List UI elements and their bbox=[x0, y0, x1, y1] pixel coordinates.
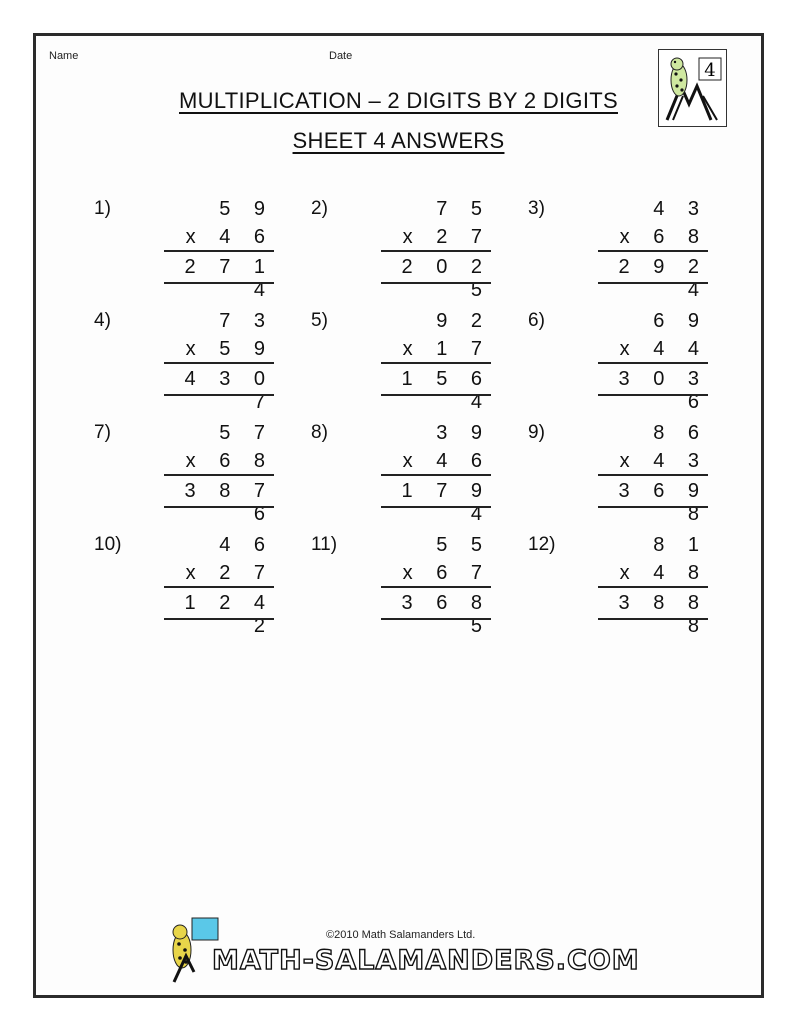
answer-line bbox=[381, 618, 491, 620]
multiplier: x 4 8 bbox=[619, 562, 708, 584]
answer-line bbox=[598, 506, 708, 508]
multiplier: x 6 8 bbox=[619, 226, 708, 248]
operation-line bbox=[598, 362, 708, 364]
problem-2 bbox=[311, 198, 491, 301]
copyright-text: ©2010 Math Salamanders Ltd. bbox=[326, 929, 476, 941]
multiplicand: 9 2 bbox=[436, 310, 491, 332]
multiplicand: 4 3 bbox=[653, 198, 708, 220]
multiplier: x 5 9 bbox=[185, 338, 274, 360]
answer-line bbox=[381, 394, 491, 396]
problem-number: 6) bbox=[528, 310, 545, 331]
operation-line bbox=[381, 250, 491, 252]
problem-3 bbox=[528, 198, 708, 301]
multiplier: x 2 7 bbox=[185, 562, 274, 584]
answer-line bbox=[598, 618, 708, 620]
problem-8 bbox=[311, 422, 491, 525]
operation-line bbox=[164, 250, 274, 252]
product-answer: 3 8 8 8 bbox=[618, 592, 708, 637]
answer-line bbox=[164, 506, 274, 508]
multiplier: x 6 8 bbox=[185, 450, 274, 472]
date-label: Date bbox=[329, 50, 353, 62]
problem-number: 8) bbox=[311, 422, 328, 443]
operation-line bbox=[598, 474, 708, 476]
worksheet-page bbox=[33, 33, 764, 998]
answer-line bbox=[164, 282, 274, 284]
problem-number: 11) bbox=[311, 534, 338, 555]
multiplicand: 8 6 bbox=[653, 422, 708, 444]
problem-5 bbox=[311, 310, 491, 413]
multiplicand: 6 9 bbox=[653, 310, 708, 332]
worksheet-subtitle: SHEET 4 ANSWERS bbox=[292, 128, 505, 153]
answer-line bbox=[598, 282, 708, 284]
problem-12 bbox=[528, 534, 708, 637]
name-label: Name bbox=[49, 50, 79, 62]
multiplicand: 5 9 bbox=[219, 198, 274, 220]
multiplicand: 5 7 bbox=[219, 422, 274, 444]
problem-6 bbox=[528, 310, 708, 413]
operation-line bbox=[164, 586, 274, 588]
product-answer: 2 9 2 4 bbox=[618, 256, 708, 301]
operation-line bbox=[381, 362, 491, 364]
operation-line bbox=[164, 474, 274, 476]
multiplier: x 2 7 bbox=[402, 226, 491, 248]
badge-number: 4 bbox=[704, 60, 716, 81]
site-logo-text: MATH-SALAMANDERS.COM bbox=[212, 945, 640, 976]
multiplicand: 5 5 bbox=[436, 534, 491, 556]
problem-number: 5) bbox=[311, 310, 328, 331]
operation-line bbox=[381, 586, 491, 588]
multiplier: x 4 6 bbox=[402, 450, 491, 472]
product-answer: 2 7 1 4 bbox=[184, 256, 274, 301]
multiplicand: 7 5 bbox=[436, 198, 491, 220]
multiplier: x 6 7 bbox=[402, 562, 491, 584]
operation-line bbox=[381, 474, 491, 476]
problem-10 bbox=[94, 534, 274, 637]
answer-line bbox=[164, 618, 274, 620]
product-answer: 3 6 8 5 bbox=[401, 592, 491, 637]
problem-number: 10) bbox=[94, 534, 122, 555]
problem-number: 12) bbox=[528, 534, 556, 555]
multiplicand: 4 6 bbox=[219, 534, 274, 556]
problem-number: 2) bbox=[311, 198, 328, 219]
answer-line bbox=[164, 394, 274, 396]
problem-4 bbox=[94, 310, 274, 413]
product-answer: 3 0 3 6 bbox=[618, 368, 708, 413]
multiplier: x 4 3 bbox=[619, 450, 708, 472]
multiplicand: 7 3 bbox=[219, 310, 274, 332]
operation-line bbox=[164, 362, 274, 364]
product-answer: 1 5 6 4 bbox=[401, 368, 491, 413]
worksheet-title: MULTIPLICATION – 2 DIGITS BY 2 DIGITS bbox=[179, 88, 618, 113]
answer-line bbox=[598, 394, 708, 396]
problem-number: 4) bbox=[94, 310, 111, 331]
problem-number: 1) bbox=[94, 198, 111, 219]
multiplier: x 4 4 bbox=[619, 338, 708, 360]
problem-9 bbox=[528, 422, 708, 525]
multiplier: x 1 7 bbox=[402, 338, 491, 360]
product-answer: 1 7 9 4 bbox=[401, 480, 491, 525]
product-answer: 1 2 4 2 bbox=[184, 592, 274, 637]
operation-line bbox=[598, 250, 708, 252]
problem-number: 3) bbox=[528, 198, 545, 219]
answer-line bbox=[381, 506, 491, 508]
product-answer: 3 6 9 8 bbox=[618, 480, 708, 525]
problem-number: 9) bbox=[528, 422, 545, 443]
problem-1 bbox=[94, 198, 274, 301]
multiplicand: 3 9 bbox=[436, 422, 491, 444]
product-answer: 3 8 7 6 bbox=[184, 480, 274, 525]
product-answer: 2 0 2 5 bbox=[401, 256, 491, 301]
multiplier: x 4 6 bbox=[185, 226, 274, 248]
problem-11 bbox=[311, 534, 491, 637]
problem-7 bbox=[94, 422, 274, 525]
multiplicand: 8 1 bbox=[653, 534, 708, 556]
problem-number: 7) bbox=[94, 422, 111, 443]
product-answer: 4 3 0 7 bbox=[184, 368, 274, 413]
answer-line bbox=[381, 282, 491, 284]
operation-line bbox=[598, 586, 708, 588]
